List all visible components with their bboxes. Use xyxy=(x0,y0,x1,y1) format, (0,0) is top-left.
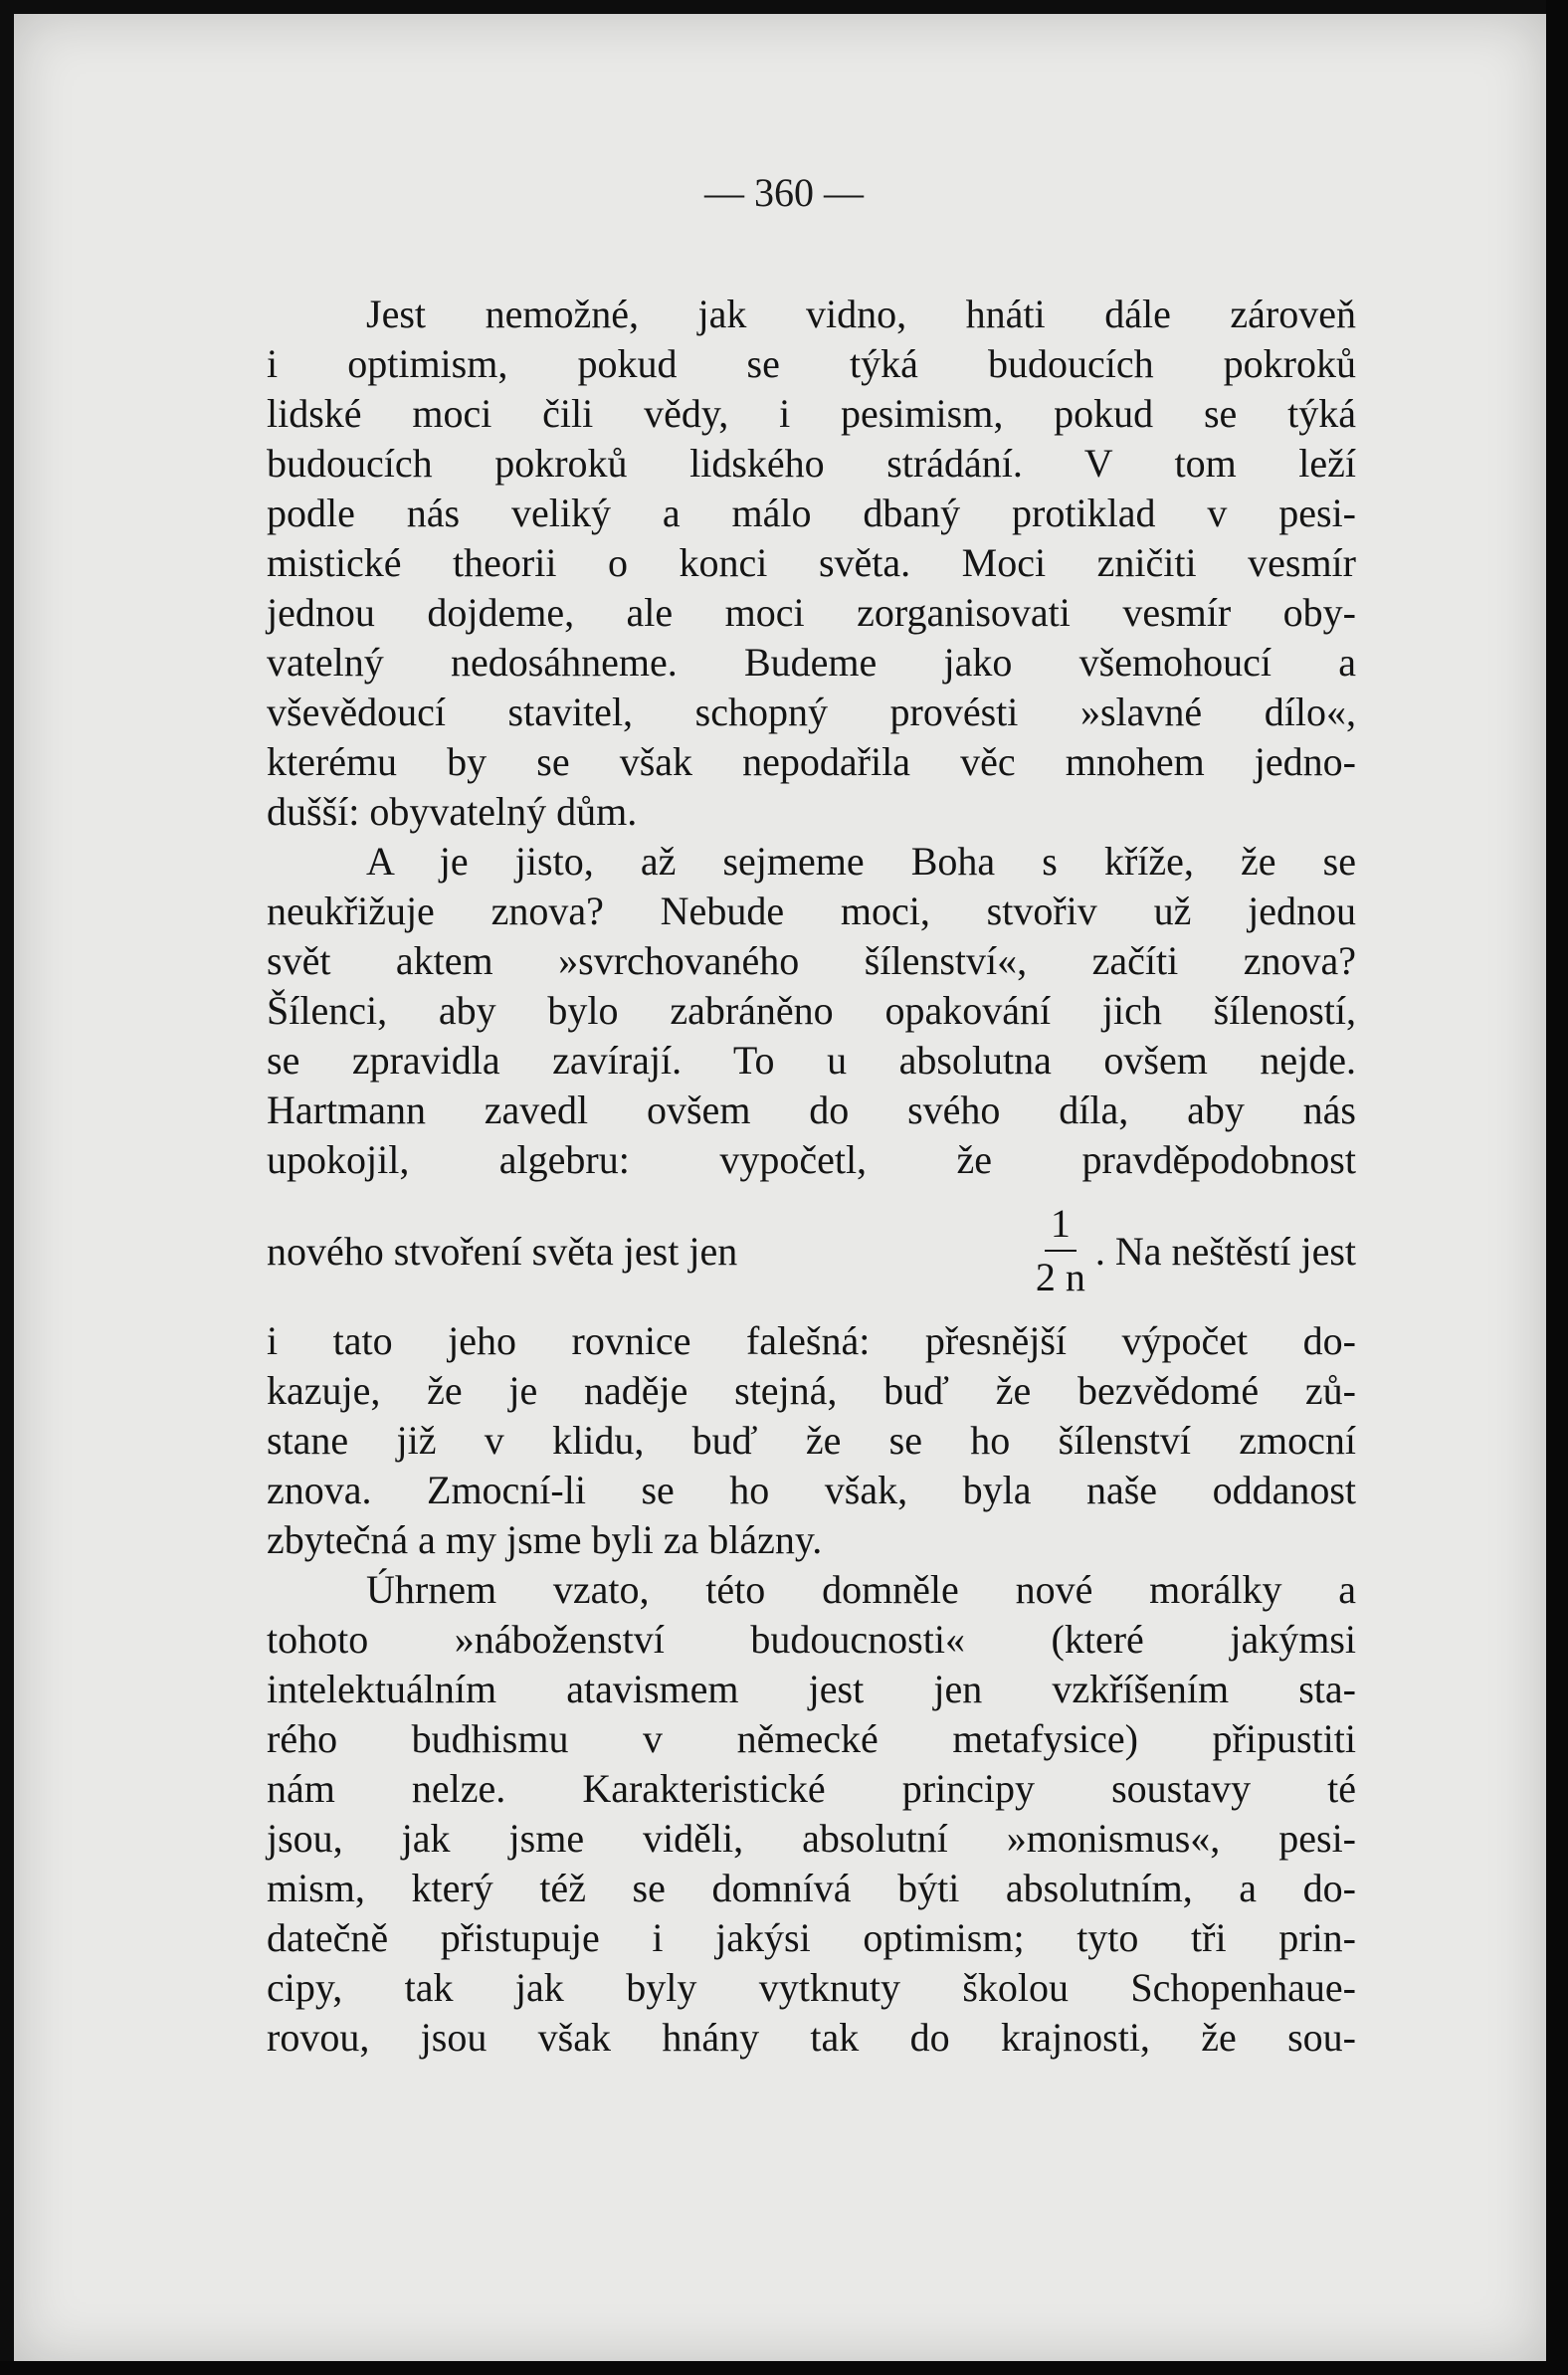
fraction xyxy=(1035,1201,1085,1299)
paragraph-2 xyxy=(267,837,1356,1565)
text-line: zbytečná a my jsme byli za blázny. xyxy=(267,1517,823,1562)
body-text xyxy=(267,290,1356,2063)
fraction-numerator: 1 xyxy=(1045,1204,1077,1252)
text-line: rovou, jsou však hnány tak do krajnosti, že sou- xyxy=(267,2015,1356,2060)
text-line: jsou, jak jsme viděli, absolutní »monismus«, pesi- xyxy=(267,1816,1356,1861)
text-line: lidské moci čili vědy, i pesimism, pokud se týká xyxy=(267,391,1356,436)
formula-line xyxy=(267,1185,1356,1316)
text-line: rého budhismu v německé metafysice) připustiti xyxy=(267,1716,1356,1761)
fraction-denominator: 2 n xyxy=(1035,1255,1085,1299)
text-line: Šílenci, aby bylo zabráněno opakování jich šíleností, xyxy=(267,988,1356,1033)
text-line: kazuje, že je naděje stejná, buď že bezvědomé zů- xyxy=(267,1368,1356,1413)
text-line: budoucích pokroků lidského strádání. V tom leží xyxy=(267,441,1356,486)
text-line: svět aktem »svrchovaného šílenství«, začíti znova? xyxy=(267,938,1356,983)
text-line: jednou dojdeme, ale moci zorganisovati vesmír oby- xyxy=(267,590,1356,635)
scan-edge-bottom xyxy=(0,2361,1568,2375)
scan-edge-right xyxy=(1546,0,1568,2375)
formula-group xyxy=(1026,1201,1356,1299)
text-line: cipy, tak jak byly vytknuty školou Schopenhaue- xyxy=(267,1965,1356,2010)
text-line: mism, který též se domnívá býti absolutním, a do- xyxy=(267,1866,1356,1910)
text-line: podle nás veliký a málo dbaný protiklad v pesi- xyxy=(267,491,1356,535)
text-line: i tato jeho rovnice falešná: přesnější výpočet do- xyxy=(267,1318,1356,1363)
text-line: znova. Zmocní-li se ho však, byla naše oddanost xyxy=(267,1468,1356,1512)
text-line: neukřižuje znova? Nebude moci, stvořiv už jednou xyxy=(267,889,1356,933)
text-line: datečně přistupuje i jakýsi optimism; tyto tři prin- xyxy=(267,1915,1356,1960)
text-line: Jest nemožné, jak vidno, hnáti dále zároveň xyxy=(366,292,1356,336)
text-line: vševědoucí stavitel, schopný provésti »slavné dílo«, xyxy=(267,690,1356,734)
text-line: Hartmann zavedl ovšem do svého díla, aby nás xyxy=(267,1088,1356,1132)
text-line: intelektuálním atavismem jest jen vzkříšením sta- xyxy=(267,1667,1356,1711)
text-line: dušší: obyvatelný dům. xyxy=(267,789,638,834)
page-number: — 360 — xyxy=(704,170,864,215)
text-line: tohoto »náboženství budoucnosti« (které jakýmsi xyxy=(267,1617,1356,1662)
text-line: Úhrnem vzato, této domněle nové morálky a xyxy=(366,1567,1356,1612)
paragraph-3 xyxy=(267,1565,1356,2063)
text-line: kterému by se však nepodařila věc mnohem jedno- xyxy=(267,739,1356,784)
text-line: nám nelze. Karakteristické principy soustavy té xyxy=(267,1766,1356,1811)
text-line: A je jisto, až sejmeme Boha s kříže, že se xyxy=(366,839,1356,884)
text-line: stane již v klidu, buď že se ho šílenství zmocní xyxy=(267,1418,1356,1463)
formula-text-after: . Na neštěstí jest xyxy=(1094,1228,1356,1274)
text-line: i optimism, pokud se týká budoucích pokroků xyxy=(267,341,1356,386)
formula-text-before: nového stvoření světa jest jen xyxy=(267,1228,738,1274)
text-line: upokojil, algebru: vypočetl, že pravděpodobnost xyxy=(267,1137,1356,1182)
text-line: vatelný nedosáhneme. Budeme jako všemohoucí a xyxy=(267,640,1356,685)
paragraph-1 xyxy=(267,290,1356,837)
text-line: se zpravidla zavírají. To u absolutna ovšem nejde. xyxy=(267,1038,1356,1083)
text-line: mistické theorii o konci světa. Moci zničiti vesmír xyxy=(267,540,1356,585)
